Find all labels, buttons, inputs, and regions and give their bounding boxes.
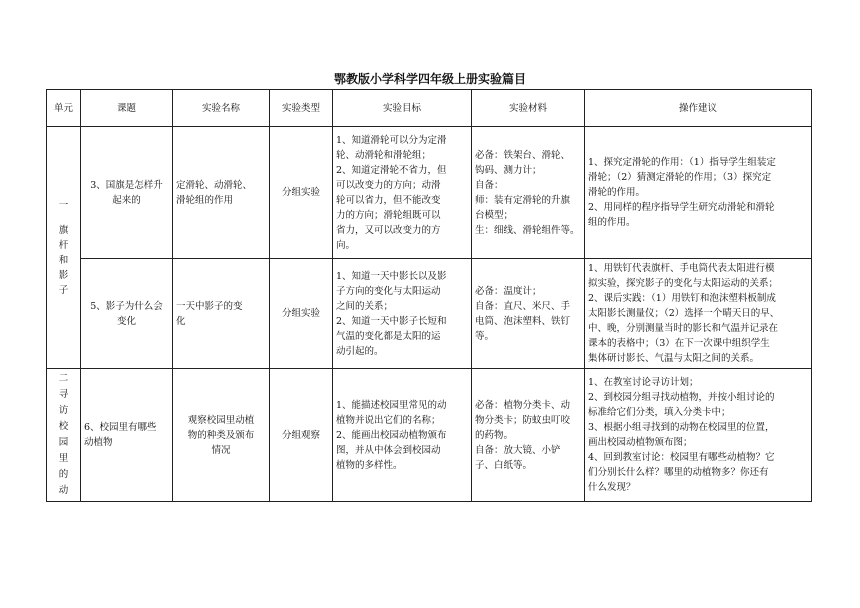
experiment-goal-cell (333, 259, 472, 369)
experiment-table (46, 89, 812, 502)
experiment-name-line: 定滑轮、动滑轮、 (176, 179, 253, 191)
suggestion-line: 中、晚，分别测量当时的影长和气温并记录在 (588, 323, 779, 334)
goal-line: 2、知道一天中影子长短和 (336, 315, 447, 327)
document-title: 鄂教版小学科学四年级上册实验篇目 (333, 72, 526, 86)
lesson-line: 6、校园里有哪些 (84, 422, 157, 433)
experiment-name-line: 一天中影子的变 (176, 300, 243, 312)
materials-line: 必备：铁架台、滑轮、 (475, 149, 571, 161)
goal-line: 之间的关系； (336, 300, 394, 312)
lesson-line: 动植物 (84, 437, 113, 448)
header-unit: 单元 (47, 90, 81, 127)
lesson-cell (81, 369, 173, 502)
experiment-name-cell (173, 259, 270, 369)
unit-char: 访 (58, 405, 69, 416)
table-row (47, 127, 812, 259)
suggestion-line: 1、在教室讨论寻访计划； (588, 377, 699, 388)
lesson-line: 3、国旗是怎样升 (90, 179, 163, 191)
unit-char: 杆 (58, 239, 69, 251)
materials-line: 等。 (475, 330, 495, 342)
suggestion-line: 滑轮；（2）猜测定滑轮的作用；（3）探究定 (588, 172, 772, 183)
experiment-goal-cell (333, 369, 472, 502)
lesson-line: 变化 (116, 315, 136, 327)
suggestion-line: 拟实验，探究影子的变化与太阳运动的关系； (588, 278, 779, 289)
materials-line: 自备： (475, 179, 504, 191)
unit-char: 和 (58, 254, 69, 266)
experiment-name-line: 化 (176, 315, 186, 327)
unit-char: 旗 (58, 224, 69, 236)
materials-line: 台模型； (475, 209, 514, 221)
suggestion-line: 画出校园动植物颁布图； (588, 437, 693, 448)
table-row (47, 259, 812, 369)
materials-line: 电筒、泡沫塑料、铁钉 (475, 315, 571, 327)
goal-line: 图，并从中体会到校园动 (336, 444, 441, 456)
suggestion-cell (585, 259, 812, 369)
suggestion-line: 2、用同样的程序指导学生研究动滑轮和滑轮 (588, 202, 775, 213)
experiment-name-line: 情况 (211, 444, 231, 456)
materials-line: 物分类卡；防蚊虫叮咬 (475, 414, 571, 426)
goal-line: 动引起的。 (336, 345, 384, 357)
goal-line: 植物的多样性。 (336, 459, 403, 471)
suggestion-line: 1、探究定滑轮的作用：（1）指导学生组装定 (588, 157, 776, 168)
materials-line: 钩码、测力计； (475, 164, 542, 176)
header-row (47, 90, 812, 127)
suggestion-line: 3、根据小组寻找到的动物在校园里的位置， (588, 422, 775, 433)
header-experiment-materials: 实验材料 (472, 90, 585, 127)
materials-line: 自备：放大镜、小铲 (475, 444, 561, 456)
materials-line: 必备：植物分类卡、动 (475, 399, 571, 411)
unit-char: 校 (58, 421, 69, 432)
materials-line: 生：细线、滑轮组件等。 (475, 224, 580, 236)
goal-line: 轮可以省力，但不能改变 (336, 194, 441, 206)
experiment-type-cell: 分组实验 (270, 259, 333, 369)
goal-line: 植物并说出它们的名称； (336, 414, 441, 426)
unit-cell (47, 369, 81, 502)
materials-cell (472, 127, 585, 259)
suggestion-line: 滑轮的作用。 (588, 187, 646, 198)
header-experiment-name: 实验名称 (173, 90, 270, 127)
experiment-name-cell (173, 369, 270, 502)
experiment-type-cell: 分组实验 (270, 127, 333, 259)
header-experiment-type: 实验类型 (270, 90, 333, 127)
goal-line: 1、知道一天中影长以及影 (336, 270, 447, 282)
experiment-name-line: 观察校园里动植 (187, 414, 255, 426)
header-lesson: 课题 (81, 90, 173, 127)
suggestion-cell (585, 369, 812, 502)
experiment-name-line: 滑轮组的作用 (176, 194, 234, 206)
unit-char: 子 (58, 284, 69, 296)
unit-char: 动 (58, 485, 69, 496)
suggestion-line: 1、用铁钉代表旗杆、手电筒代表太阳进行模 (588, 263, 775, 274)
unit-char: 寻 (58, 389, 69, 400)
experiment-type-cell: 分组观察 (270, 369, 333, 502)
unit-char: 一 (58, 199, 69, 211)
experiment-name-cell (173, 127, 270, 259)
suggestion-line: 太阳影长测量仪；（2）选择一个晴天日的早、 (588, 308, 780, 319)
unit-char: 的 (58, 469, 69, 480)
materials-cell (472, 259, 585, 369)
goal-line: 力的方向；滑轮组既可以 (336, 209, 441, 221)
goal-line: 1、知道滑轮可以分为定滑 (336, 134, 447, 146)
suggestion-line: 4、回到教室讨论：校园里有哪些动植物？它 (588, 452, 775, 463)
suggestion-cell (585, 127, 812, 259)
materials-line: 师：装有定滑轮的升旗 (475, 194, 571, 206)
suggestion-line: 2、课后实践：（1）用铁钉和泡沫塑料板制成 (588, 293, 776, 304)
suggestion-line: 标准给它们分类，填入分类卡中； (588, 407, 731, 418)
materials-line: 子、白纸等。 (475, 459, 533, 471)
suggestion-line: 组的作用。 (588, 217, 636, 228)
experiment-name-line: 物的种类及颁布 (187, 429, 255, 441)
materials-line: 的药物。 (475, 429, 514, 441)
lesson-line: 5、影子为什么会 (90, 300, 163, 312)
suggestion-line: 们分别长什么样？哪里的动植物多？你还有 (588, 467, 769, 478)
materials-cell (472, 369, 585, 502)
unit-char: 里 (58, 453, 69, 464)
header-operation-suggestion: 操作建议 (585, 90, 812, 127)
unit-char: 影 (58, 269, 69, 281)
lesson-cell (81, 259, 173, 369)
lesson-cell (81, 127, 173, 259)
goal-line: 2、知道定滑轮不省力，但 (336, 164, 447, 176)
goal-line: 2、能画出校园动植物颁布 (336, 429, 447, 441)
materials-line: 必备：温度计； (475, 285, 542, 297)
unit-char: 二 (58, 373, 69, 384)
suggestion-line: 什么发现？ (588, 482, 636, 493)
table-row (47, 369, 812, 502)
goal-line: 子方向的变化与太阳运动 (336, 285, 441, 297)
lesson-line: 起来的 (112, 194, 141, 206)
goal-line: 1、能描述校园里常见的动 (336, 399, 447, 411)
materials-line: 自备：直尺、米尺、手 (475, 300, 571, 312)
unit-cell (47, 127, 81, 369)
suggestion-line: 集体研讨影长、气温与太阳之间的关系。 (588, 353, 760, 364)
goal-line: 轮、动滑轮和滑轮组； (336, 149, 432, 161)
experiment-goal-cell (333, 127, 472, 259)
header-experiment-goal: 实验目标 (333, 90, 472, 127)
suggestion-line: 2、到校园分组寻找动植物，并按小组讨论的 (588, 392, 775, 403)
goal-line: 气温的变化都是太阳的运 (336, 330, 441, 342)
unit-char: 园 (58, 437, 69, 448)
goal-line: 省力，又可以改变力的方 (336, 224, 441, 236)
suggestion-line: 课本的表格中；（3）在下一次课中组织学生 (588, 338, 770, 349)
goal-line: 向。 (336, 239, 356, 251)
goal-line: 可以改变力的方向；动滑 (336, 179, 441, 191)
